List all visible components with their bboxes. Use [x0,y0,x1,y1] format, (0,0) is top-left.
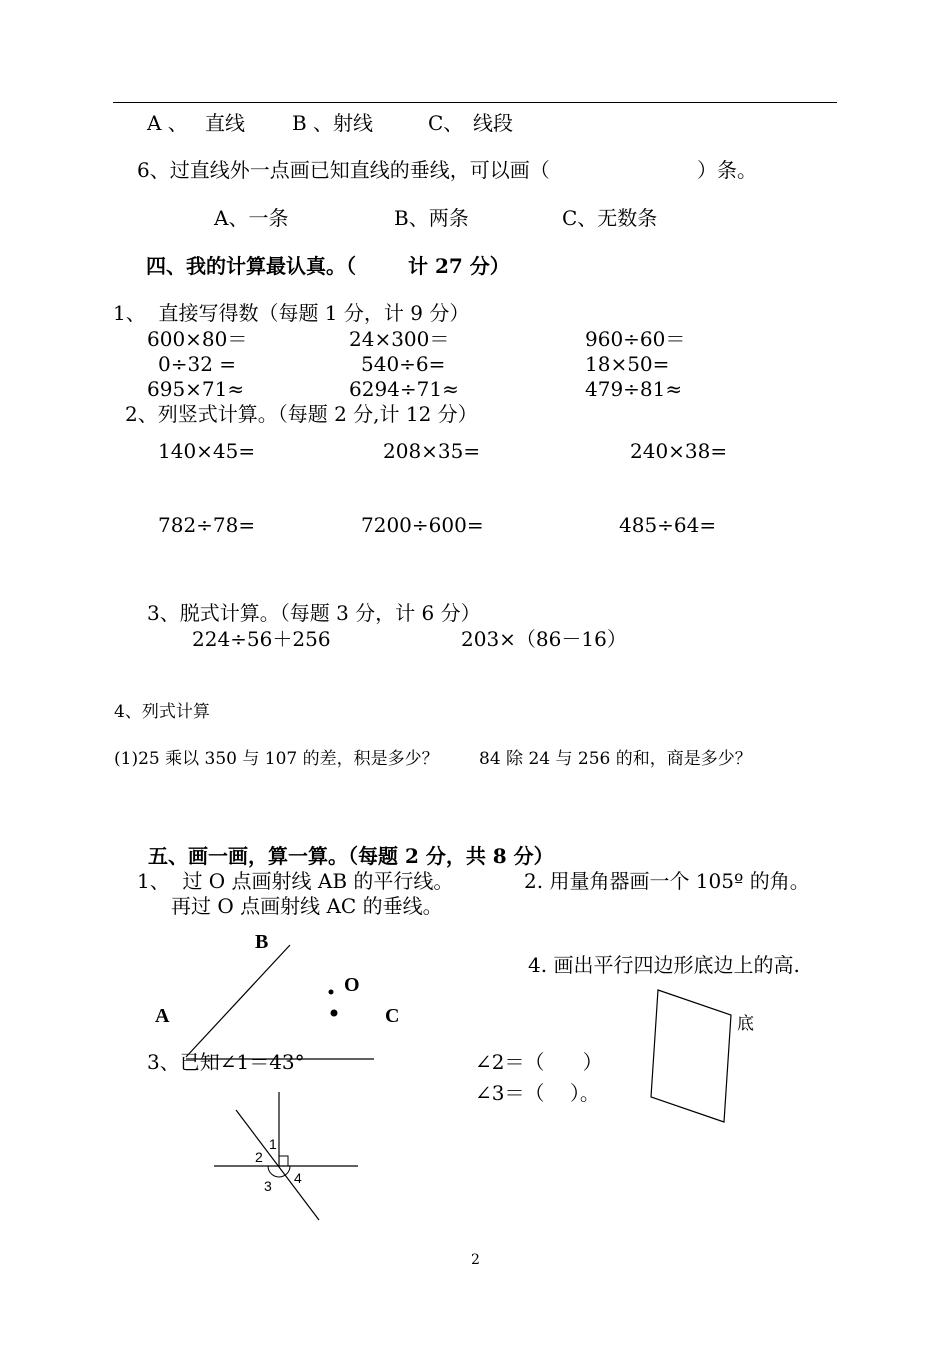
s5-q1-line1: 1、 过 O 点画射线 AB 的平行线。 [137,869,454,893]
calc-1-3: 960÷60＝ [585,327,686,351]
part3-title: 3、脱式计算。（每题 3 分，计 6 分） [147,601,481,625]
vertical-calc-2: 208×35= [383,439,481,463]
part2-title: 2、列竖式计算。（每题 2 分,计 12 分） [125,402,478,426]
s5-q4: 4. 画出平行四边形底边上的高. [528,953,800,977]
part4-title: 4、列式计算 [114,702,210,722]
parallelogram [651,990,731,1122]
q6-tail: ）条。 [697,158,757,182]
vertical-calc-5: 7200÷600= [361,513,484,537]
q5-option-c-label: C、 [428,111,464,135]
label-a: A [155,1005,170,1027]
page-number: 2 [471,1252,480,1268]
calc-1-1: 600×80＝ [147,327,248,351]
angle-label-3: 3 [264,1178,272,1194]
q5-option-c: 线段 [473,111,513,135]
vertical-calc-4: 782÷78= [158,513,256,537]
label-c: C [385,1005,400,1027]
part4-question-1: (1)25 乘以 350 与 107 的差，积是多少？ [114,749,439,769]
angle3-answer: ∠3＝（ ）。 [475,1081,600,1105]
vertical-calc-1: 140×45= [158,439,256,463]
calc-3-2: 6294÷71≈ [349,377,459,401]
calc-2-3: 18×50= [585,352,670,376]
angle-label-4: 4 [294,1170,302,1186]
label-o: O [344,974,360,996]
angle2-answer: ∠2＝（ ） [475,1050,603,1074]
q5-option-a: 直线 [205,111,245,135]
stepwise-calc-2: 203×（86－16） [461,627,627,651]
q5-option-b: B 、射线 [292,111,374,135]
vertical-calc-3: 240×38= [630,439,728,463]
calc-2-2: 540÷6= [361,352,446,376]
section5-title: 五、画一画，算一算。（每题 2 分，共 8 分） [148,844,554,868]
q6-option-c: C、无数条 [562,206,658,230]
calc-1-2: 24×300＝ [349,327,450,351]
base-label: 底 [737,1014,754,1034]
s5-q2: 2. 用量角器画一个 105º 的角。 [524,869,810,893]
part1-title: 1、 直接写得数（每题 1 分，计 9 分） [113,301,470,325]
calc-3-1: 695×71≈ [147,377,245,401]
part4-question-2: 84 除 24 与 256 的和，商是多少？ [479,749,752,769]
q6-option-b: B、两条 [394,206,469,230]
angle-label-1: 1 [269,1136,277,1152]
stepwise-calc-1: 224÷56＋256 [192,627,331,651]
vertical-calc-6: 485÷64= [619,513,717,537]
calc-2-1: 0÷32 = [158,352,237,376]
s5-q3: 3、已知∠1＝43° [147,1050,305,1074]
q6-option-a: A、一条 [214,206,289,230]
angle-label-2: 2 [255,1149,263,1165]
s5-q1-line2: 再过 O 点画射线 AC 的垂线。 [171,894,443,918]
q5-option-a-label: A 、 [147,111,188,135]
q6-text: 6、过直线外一点画已知直线的垂线，可以画（ [137,158,550,182]
section4-score: 计 27 分） [408,254,510,278]
label-b: B [255,931,269,953]
section4-title: 四、我的计算最认真。（ [146,254,356,278]
calc-3-3: 479÷81≈ [585,377,683,401]
